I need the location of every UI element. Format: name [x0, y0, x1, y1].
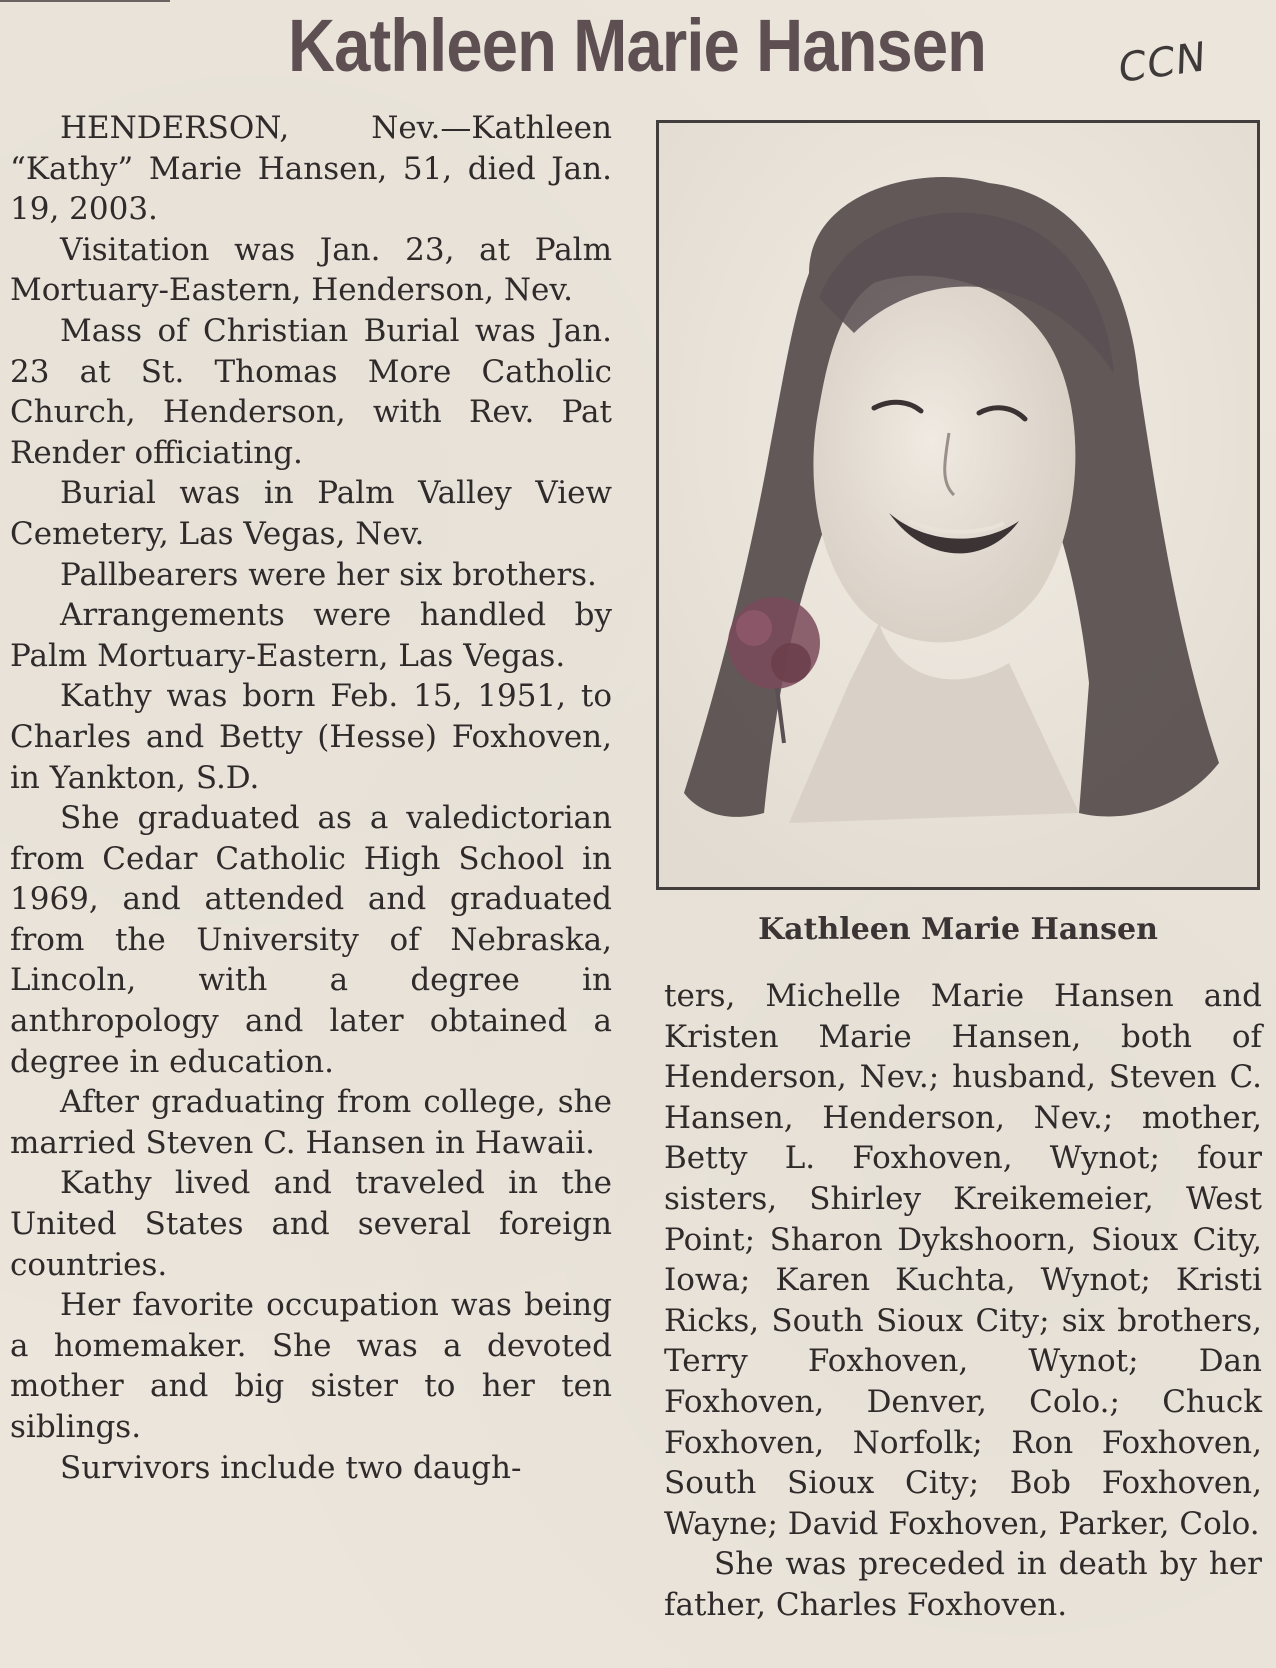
headline: Kathleen Marie Hansen [287, 4, 987, 87]
paragraph: Pallbearers were her six brothers. [60, 556, 597, 593]
paragraph: Burial was in Palm Valley View Cemetery, Las Vegas, Nev. [10, 475, 612, 552]
paragraph: After graduating from college, she married Steven C. Hansen in Hawaii. [10, 1084, 612, 1161]
paragraph: Arrangements were handled by Palm Mortuary-Eastern, Las Vegas. [10, 597, 612, 674]
paragraph: HENDERSON, Nev.—Kathleen “Kathy” Marie Hansen, 51, died Jan. 19, 2003. [10, 110, 612, 228]
paragraph: She was preceded in death by her father, Charles Foxhoven. [664, 1546, 1262, 1623]
paragraph: Visitation was Jan. 23, at Palm Mortuary-Eastern, Henderson, Nev. [10, 231, 612, 309]
paragraph: ters, Michelle Marie Hansen and Kristen Marie Hansen, both of Henderson, Nev.; husband, Steven C. Hansen, Henderson, Nev.; mother, Betty L. Foxhoven, Wynot; four sisters, Shirley Kreikemeier, West Point; Sharon Dykshoorn, Sioux City, Iowa; Karen Kuchta, Wynot; Kristi Ricks, South Sioux City; six brothers, Terry Foxhoven, Wynot; Dan Foxhoven, Denver, Colo.; Chuck Foxhoven, Norfolk; Ron Foxhoven, South Sioux City; Bob Foxhoven, Wayne; David Foxhoven, Parker, Colo. [664, 978, 1262, 1542]
handwritten-annotation: CCN [1117, 33, 1208, 93]
paragraph: Kathy lived and traveled in the United States and several foreign countries. [10, 1165, 612, 1283]
photo-caption: Kathleen Marie Hansen [758, 912, 1158, 947]
portrait-photo [656, 120, 1260, 890]
portrait-illustration [659, 123, 1257, 887]
paragraph: Mass of Christian Burial was Jan. 23 at St. Thomas More Catholic Church, Henderson, with Rev. Pat Render officiating. [10, 312, 612, 471]
paragraph: Kathy was born Feb. 15, 1951, to Charles and Betty (Hesse) Foxhoven, in Yankton, S.D. [10, 678, 612, 796]
left-column [10, 108, 612, 1488]
right-column [664, 976, 1262, 1626]
paragraph: She graduated as a valedictorian from Cedar Catholic High School in 1969, and attended and graduated from the University of Nebraska, Lincoln, with a degree in anthropology and later obtained a degree in education. [10, 800, 612, 1080]
paragraph: Survivors include two daugh- [60, 1449, 522, 1486]
paragraph: Her favorite occupation was being a homemaker. She was a devoted mother and big sister to her ten siblings. [10, 1287, 612, 1445]
